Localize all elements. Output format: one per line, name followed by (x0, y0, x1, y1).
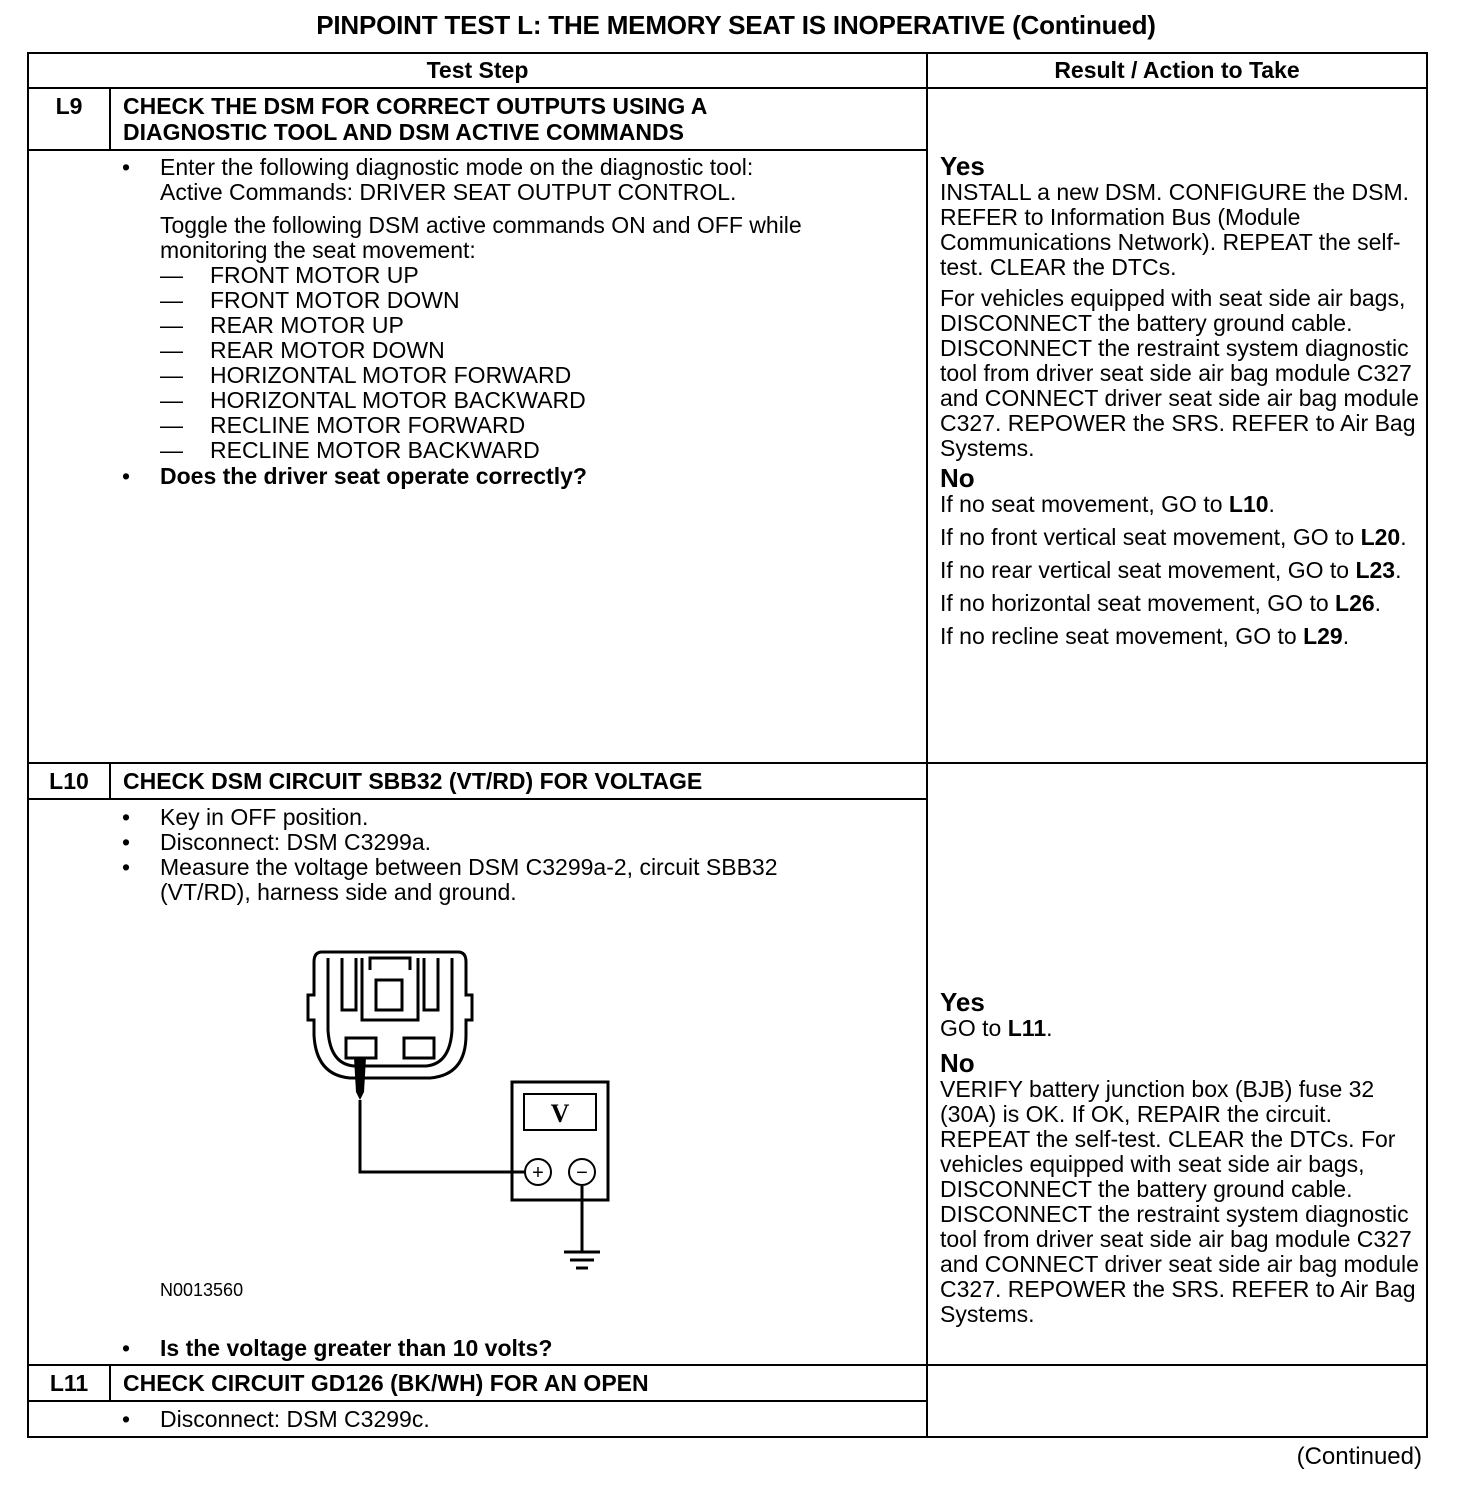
bullet: • (122, 804, 131, 830)
instruction-text: monitoring the seat movement: (160, 237, 476, 263)
text: . (1395, 557, 1402, 583)
dash: — (160, 412, 183, 438)
yes-action (940, 1016, 1425, 1041)
step-title: CHECK CIRCUIT GD126 (BK/WH) FOR AN OPEN (123, 1370, 649, 1396)
no-action (940, 525, 1425, 550)
row-divider (27, 762, 1428, 764)
step-ref: L20 (1360, 524, 1401, 550)
command-item: HORIZONTAL MOTOR FORWARD (210, 362, 572, 388)
text: If no rear vertical seat movement, GO to (940, 557, 1356, 583)
bullet: • (122, 854, 131, 880)
text: . (1400, 524, 1407, 550)
yes-action: INSTALL a new DSM. CONFIGURE the DSM. REFER to Information Bus (Module Communications Network). REPEAT the self-test. CLEAR the DTCs. (940, 179, 1410, 280)
instruction-text: Disconnect: DSM C3299a. (160, 829, 432, 855)
column-divider (926, 52, 928, 1438)
step-title: CHECK DSM CIRCUIT SBB32 (VT/RD) FOR VOLTAGE (123, 768, 703, 794)
text: If no recline seat movement, GO to (940, 623, 1304, 649)
no-action (940, 591, 1425, 616)
text: If no front vertical seat movement, GO to (940, 524, 1361, 550)
instruction-text: (VT/RD), harness side and ground. (160, 879, 517, 905)
text: If no seat movement, GO to (940, 491, 1229, 517)
bullet: • (122, 1335, 131, 1361)
row-divider (27, 798, 927, 800)
no-action (940, 558, 1425, 583)
dash: — (160, 287, 183, 313)
instruction-text: Key in OFF position. (160, 804, 369, 830)
instruction-text: Toggle the following DSM active commands ON and OFF while (160, 212, 802, 238)
header-test-step: Test Step (426, 57, 529, 83)
header-divider (27, 87, 1428, 89)
dash: — (160, 387, 183, 413)
step-title-line: DIAGNOSTIC TOOL AND DSM ACTIVE COMMANDS (123, 119, 684, 145)
bullet: • (122, 829, 131, 855)
dash: — (160, 312, 183, 338)
row-divider (27, 149, 927, 151)
command-item: REAR MOTOR DOWN (210, 337, 445, 363)
step-title-line: CHECK THE DSM FOR CORRECT OUTPUTS USING A (123, 93, 708, 119)
step-number: L11 (49, 1370, 89, 1396)
yes-label: Yes (940, 987, 985, 1017)
no-action: VERIFY battery junction box (BJB) fuse 32 (30A) is OK. If OK, REPAIR the circuit. REPEAT the self-test. CLEAR the DTCs. For vehicles equipped with seat side air bags, DISCONNECT the battery ground cable. DISCONNECT the restraint system diagnostic tool from driver seat side air bag module C327 and CONNECT driver seat side air bag module C327. REPOWER the SRS. REFER to Air Bag Systems. (940, 1076, 1419, 1327)
text: . (1342, 623, 1350, 649)
voltage-test-diagram (290, 940, 650, 1280)
row-divider (27, 1364, 1428, 1366)
continued-note: (Continued) (1296, 1443, 1422, 1470)
command-item: REAR MOTOR UP (210, 312, 404, 338)
step-title (123, 93, 707, 145)
dash: — (160, 262, 183, 288)
row-divider (27, 1400, 927, 1402)
command-item: RECLINE MOTOR BACKWARD (210, 437, 540, 463)
step-question: Is the voltage greater than 10 volts? (160, 1335, 553, 1361)
no-action (940, 624, 1425, 649)
command-item: FRONT MOTOR DOWN (210, 287, 460, 313)
command-item: HORIZONTAL MOTOR BACKWARD (210, 387, 586, 413)
step-number-divider (109, 88, 111, 150)
no-label: No (940, 1048, 975, 1078)
voltmeter (512, 1082, 608, 1200)
dash: — (160, 337, 183, 363)
step-question: Does the driver seat operate correctly? (160, 463, 587, 489)
step-ref: L11 (1007, 1015, 1047, 1041)
command-item: FRONT MOTOR UP (210, 262, 419, 288)
step-number: L9 (55, 93, 83, 119)
dash: — (160, 362, 183, 388)
result-l9 (940, 152, 1425, 649)
text: . (1374, 590, 1382, 616)
text: . (1268, 491, 1275, 517)
command-item: RECLINE MOTOR FORWARD (210, 412, 526, 438)
text: GO to (940, 1015, 1008, 1041)
no-action (940, 492, 1425, 517)
volt-symbol: V (550, 1099, 570, 1128)
step-number-divider (109, 763, 111, 799)
result-l10 (940, 988, 1425, 1327)
bullet: • (122, 463, 131, 489)
page-title: PINPOINT TEST L: THE MEMORY SEAT IS INOPERATIVE (Continued) (316, 10, 1156, 40)
bullet: • (122, 154, 131, 180)
instruction-text: Disconnect: DSM C3299c. (160, 1406, 430, 1432)
connector-body (308, 952, 472, 1078)
instruction-text: Enter the following diagnostic mode on the diagnostic tool: (160, 154, 754, 180)
text: If no horizontal seat movement, GO to (940, 590, 1336, 616)
step-ref: L26 (1335, 590, 1375, 616)
dash: — (160, 437, 183, 463)
step-ref: L10 (1228, 491, 1269, 517)
header-result: Result / Action to Take (1054, 57, 1300, 83)
step-ref: L29 (1303, 623, 1343, 649)
instruction-text: Active Commands: DRIVER SEAT OUTPUT CONTROL. (160, 179, 737, 205)
figure-id: N0013560 (160, 1280, 244, 1300)
instruction-text: Measure the voltage between DSM C3299a-2, circuit SBB32 (160, 854, 778, 880)
minus-terminal: − (576, 1162, 588, 1184)
probe (354, 1058, 366, 1100)
yes-action-airbag: For vehicles equipped with seat side air bags, DISCONNECT the battery ground cable. DISCONNECT the restraint system diagnostic tool from driver seat side air bag module C327 and CONNECT driver seat side air bag module C327. REPOWER the SRS. REFER to Air Bag Systems. (940, 285, 1419, 461)
step-number: L10 (49, 768, 89, 794)
no-label: No (940, 463, 975, 493)
yes-label: Yes (940, 151, 985, 181)
bullet: • (122, 1406, 131, 1432)
step-number-divider (109, 1365, 111, 1401)
plus-terminal: + (532, 1162, 544, 1184)
text: . (1046, 1015, 1053, 1041)
step-ref: L23 (1355, 557, 1396, 583)
